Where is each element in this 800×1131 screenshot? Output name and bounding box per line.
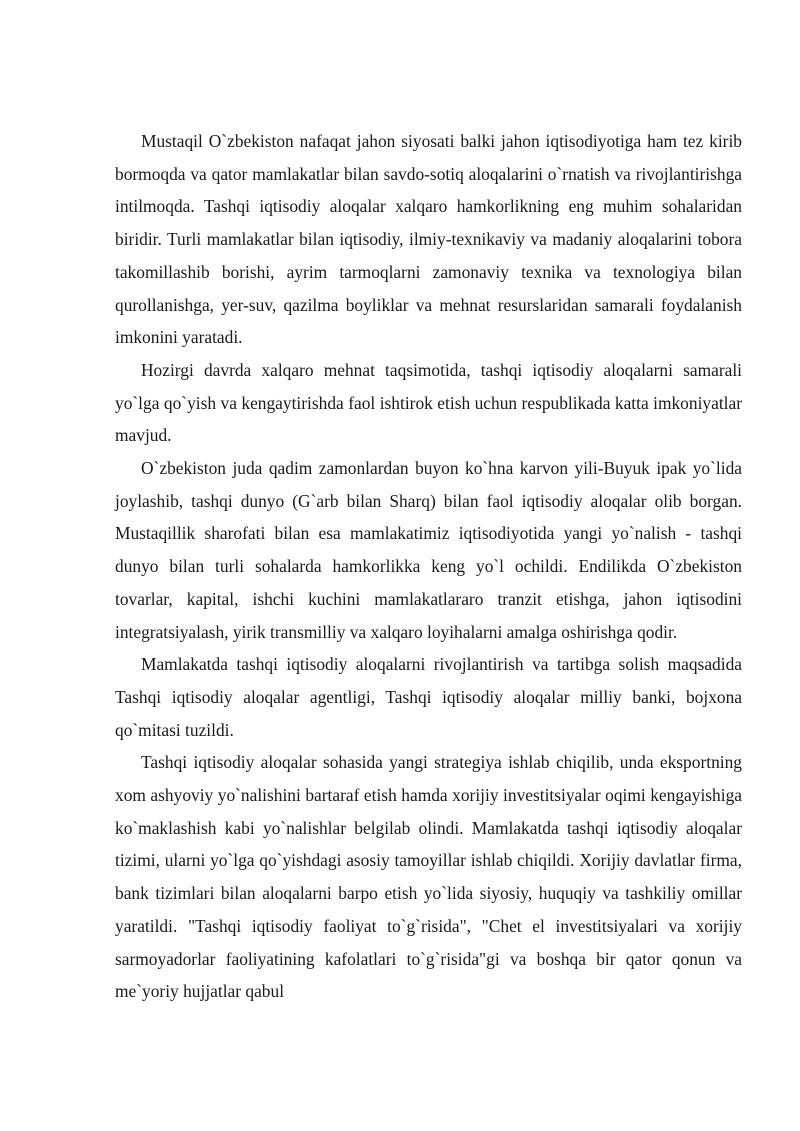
paragraph-1: Mustaqil O`zbekiston nafaqat jahon siyosati balki jahon iqtisodiyotiga ham tez kirib bormoqda va qator mamlakatlar bilan savdo-sotiq aloqalarini o`rnatish va rivojlantirishga intilmoqda. Tashqi iqtisodiy aloqalar xalqaro hamkorlikning eng muhim sohalaridan biridir. Turli mamlakatlar bilan iqtisodiy, ilmiy-texnikaviy va madaniy aloqalarini tobora takomillashib borishi, ayrim tarmoqlarni zamonaviy texnika va texnologiya bilan qurollanishga, yer-suv, qazilma boyliklar va mehnat resurslaridan samarali foydalanish imkonini yaratadi. xyxy=(115,131,742,348)
paragraph-4: Mamlakatda tashqi iqtisodiy aloqalarni rivojlantirish va tartibga solish maqsadida Tashqi iqtisodiy aloqalar agentligi, Tashqi iqtisodiy aloqalar milliy banki, bojxona qo`mitasi tuzildi. xyxy=(115,654,742,740)
paragraph-5: Tashqi iqtisodiy aloqalar sohasida yangi strategiya ishlab chiqilib, unda eksportning xom ashyoviy yo`nalishini bartaraf etish hamda xorijiy investitsiyalar oqimi kengayishiga ko`maklashish kabi yo`nalishlar belgilab olindi. Mamlakatda tashqi iqtisodiy aloqalar tizimi, ularni yo`lga qo`yishdagi asosiy tamoyillar ishlab chiqildi. Xorijiy davlatlar firma, bank tizimlari bilan aloqalarni barpo etish yo`lida siyosiy, huquqiy va tashkiliy omillar yaratildi. "Tashqi iqtisodiy faoliyat to`g`risida", "Chet el investitsiyalari va xorijiy sarmoyadorlar faoliyatining kafolatlari to`g`risida"gi va boshqa bir qator qonun va me`yoriy hujjatlar qabul xyxy=(115,752,742,1002)
paragraph-2: Hozirgi davrda xalqaro mehnat taqsimotida, tashqi iqtisodiy aloqalarni samarali yo`lga qo`yish va kengaytirishda faol ishtirok etish uchun respublikada katta imkoniyatlar mavjud. xyxy=(115,359,742,446)
paragraph-3: O`zbekiston juda qadim zamonlardan buyon ko`hna karvon yili-Buyuk ipak yo`lida joylashib, tashqi dunyo (G`arb bilan Sharq) bilan faol iqtisodiy aloqalar olib borgan. Mustaqillik sharofati bilan esa mamlakatimiz iqtisodiyotida yangi yo`nalish - tashqi dunyo bilan turli sohalarda hamkorlikka keng yo`l ochildi. Endilikda O`zbekiston tovarlar, kapital, ishchi kuchini mamlakatlararo tranzit etishga, jahon iqtisodini integratsiyalash, yirik transmilliy va xalqaro loyihalarni amalga oshirishga qodir. xyxy=(115,458,742,642)
document-page xyxy=(115,125,742,1008)
